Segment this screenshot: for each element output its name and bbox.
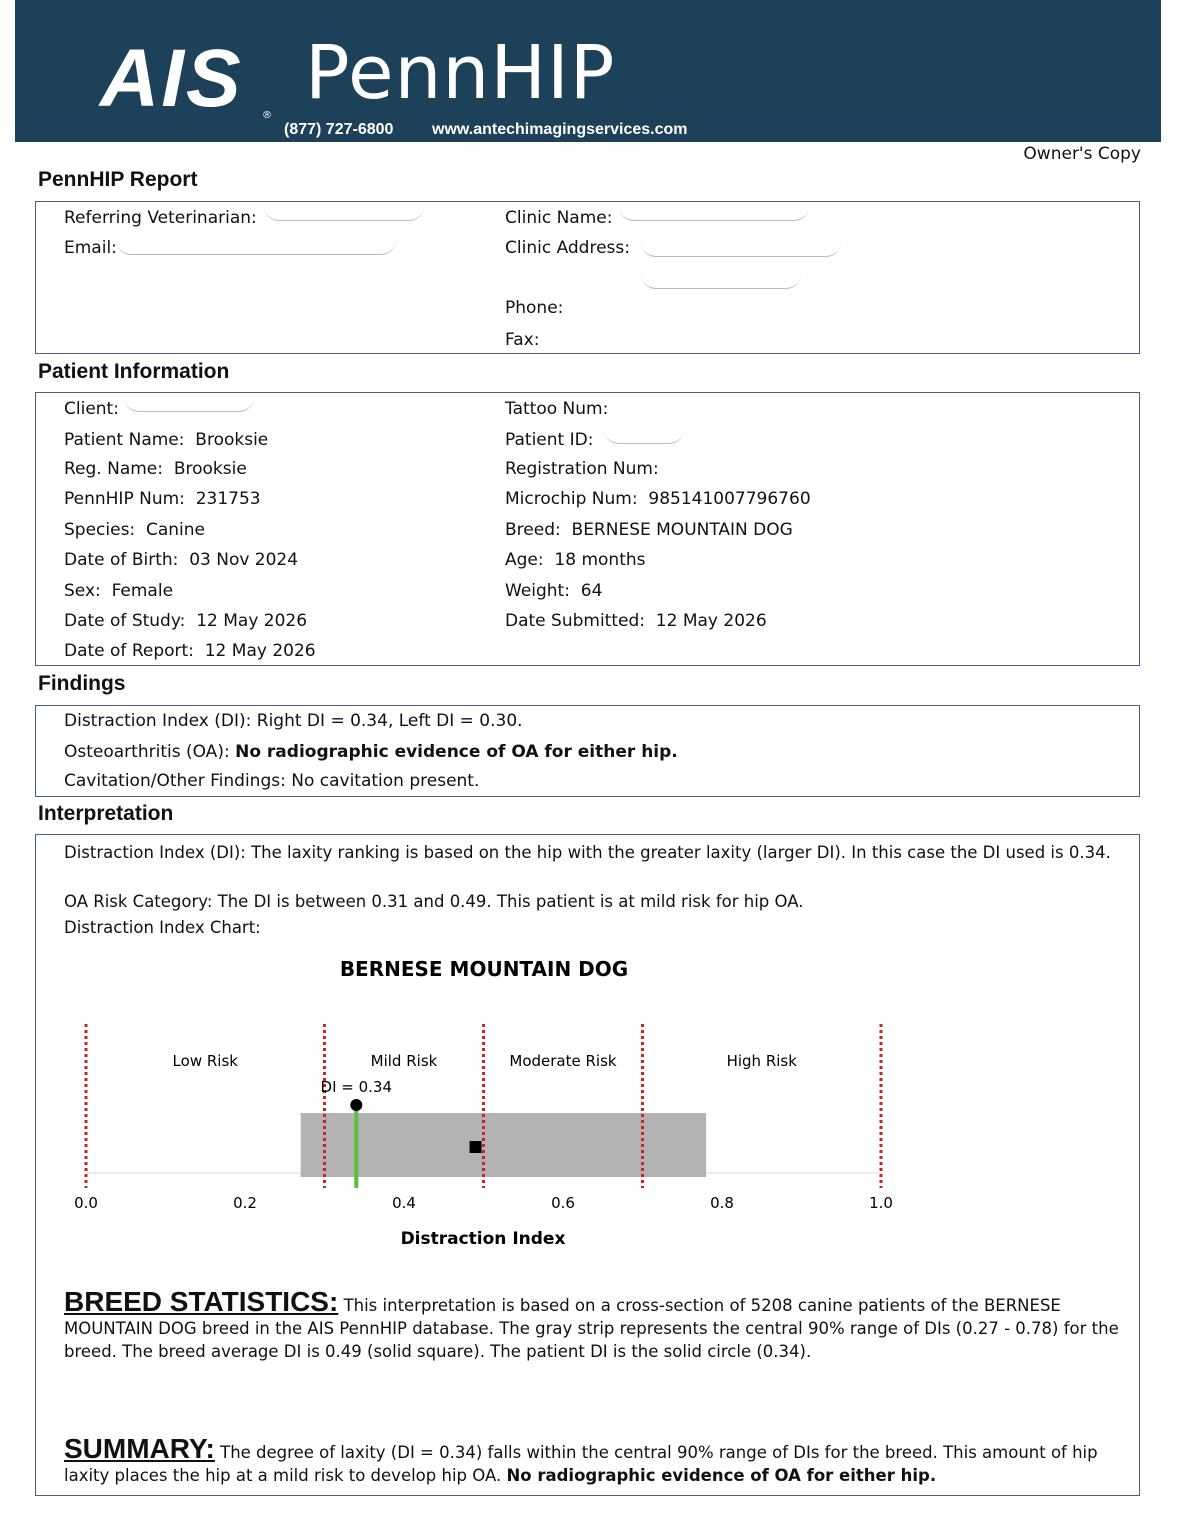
- findings-oa-value: No radiographic evidence of OA for either hip.: [235, 742, 678, 762]
- tattoo-label: Tattoo Num:: [505, 399, 609, 419]
- redaction-mark: [641, 274, 801, 289]
- x-tick-label: 0.8: [710, 1194, 734, 1212]
- risk-zone-label: Low Risk: [172, 1052, 238, 1070]
- redaction-mark: [619, 206, 809, 221]
- client-field: [64, 399, 119, 419]
- sex-label: Sex:: [64, 581, 101, 601]
- phone-label: Phone:: [505, 298, 564, 318]
- risk-zone-label: High Risk: [726, 1052, 797, 1070]
- x-tick-label: 0.2: [233, 1194, 257, 1212]
- breed-range-strip: [301, 1113, 706, 1177]
- tattoo-field: [505, 399, 608, 419]
- header-website: www.antechimagingservices.com: [432, 121, 688, 138]
- breed-field: [505, 520, 793, 540]
- study-date-field: [64, 611, 307, 631]
- findings-cavitation-line: Cavitation/Other Findings: No cavitation present.: [64, 771, 480, 791]
- pennhip-num-field: [64, 489, 261, 509]
- reg-name-value: Brooksie: [173, 459, 247, 479]
- species-label: Species:: [64, 520, 136, 540]
- interpretation-oa-risk: OA Risk Category: The DI is between 0.31 and 0.49. This patient is at mild risk for hip OA.: [64, 892, 804, 911]
- pennhip-num-label: PennHIP Num:: [64, 489, 185, 509]
- ais-logo: AIS: [100, 33, 243, 124]
- registration-field: [505, 459, 659, 479]
- findings-section-title: Findings: [38, 672, 126, 695]
- age-value: 18 months: [554, 550, 646, 570]
- microchip-field: [505, 489, 811, 509]
- weight-label: Weight:: [505, 581, 570, 601]
- species-field: [64, 520, 205, 540]
- findings-oa-line: [64, 742, 678, 762]
- redaction-mark: [124, 397, 254, 412]
- study-date-value: 12 May 2026: [196, 611, 308, 631]
- pennhip-num-value: 231753: [195, 489, 261, 509]
- patient-name-field: [64, 430, 268, 450]
- patient-id-label: Patient ID:: [505, 430, 594, 450]
- breed-label: Breed:: [505, 520, 561, 540]
- breed-statistics-heading: BREED STATISTICS:: [64, 1286, 339, 1317]
- report-date-value: 12 May 2026: [204, 641, 316, 661]
- interpretation-section-title: Interpretation: [38, 802, 174, 825]
- weight-value: 64: [580, 581, 603, 601]
- registered-mark: ®: [262, 110, 272, 121]
- client-label: Client:: [64, 399, 119, 419]
- clinic-address-label: Clinic Address:: [505, 238, 630, 258]
- breed-statistics-paragraph: [64, 1286, 1124, 1363]
- breed-statistics-block: [64, 1286, 1124, 1363]
- risk-zone-label: Mild Risk: [370, 1052, 438, 1070]
- x-axis-label: Distraction Index: [400, 1229, 566, 1249]
- referring-vet-label: Referring Veterinarian:: [64, 208, 257, 228]
- age-field: [505, 550, 646, 570]
- submitted-value: 12 May 2026: [655, 611, 767, 631]
- submitted-label: Date Submitted:: [505, 611, 645, 631]
- age-label: Age:: [505, 550, 544, 570]
- redaction-mark: [604, 429, 684, 444]
- risk-zone-label: Moderate Risk: [509, 1052, 617, 1070]
- owners-copy-label: Owner's Copy: [1023, 144, 1141, 164]
- distraction-index-chart: [0, 940, 1178, 1260]
- redaction-mark: [264, 206, 424, 221]
- report-section-title: PennHIP Report: [38, 168, 198, 191]
- findings-oa-label: Osteoarthritis (OA):: [64, 742, 230, 762]
- report-date-label: Date of Report:: [64, 641, 194, 661]
- microchip-label: Microchip Num:: [505, 489, 638, 509]
- patient-name-label: Patient Name:: [64, 430, 185, 450]
- report-info-box: [35, 201, 1140, 354]
- summary-paragraph: [64, 1433, 1124, 1487]
- breed-value: BERNESE MOUNTAIN DOG: [571, 520, 793, 540]
- breed-average-marker: [470, 1141, 482, 1153]
- redaction-mark: [116, 240, 396, 255]
- x-tick-label: 1.0: [869, 1194, 893, 1212]
- findings-box: [35, 705, 1140, 797]
- sex-value: Female: [111, 581, 174, 601]
- summary-heading: SUMMARY:: [64, 1433, 215, 1464]
- reg-name-label: Reg. Name:: [64, 459, 163, 479]
- patient-di-point: [350, 1099, 362, 1111]
- chart-title: BERNESE MOUNTAIN DOG: [339, 957, 629, 981]
- dob-field: [64, 550, 298, 570]
- submitted-field: [505, 611, 767, 631]
- interpretation-chart-label: Distraction Index Chart:: [64, 918, 261, 937]
- patient-section-title: Patient Information: [38, 360, 230, 383]
- header-phone: (877) 727-6800: [284, 121, 394, 138]
- patient-id-field: [505, 430, 593, 450]
- registration-label: Registration Num:: [505, 459, 659, 479]
- summary-bold-text: No radiographic evidence of OA for either hip.: [506, 1466, 937, 1485]
- weight-field: [505, 581, 602, 601]
- patient-info-box: [35, 392, 1140, 666]
- x-tick-label: 0.6: [551, 1194, 575, 1212]
- clinic-name-label: Clinic Name:: [505, 208, 613, 228]
- patient-name-value: Brooksie: [195, 430, 269, 450]
- summary-block: [64, 1433, 1124, 1487]
- dob-value: 03 Nov 2024: [189, 550, 299, 570]
- summary-text: The degree of laxity (DI = 0.34) falls within the central 90% range of DIs for the breed. This amount of hip laxity places the hip at a mild risk to develop hip OA.: [64, 1443, 1098, 1485]
- species-value: Canine: [145, 520, 205, 540]
- report-date-field: [64, 641, 316, 661]
- email-label: Email:: [64, 238, 117, 258]
- pennhip-logo: PennHIP: [305, 30, 616, 116]
- redaction-mark: [641, 242, 841, 257]
- breed-statistics-text: This interpretation is based on a cross-section of 5208 canine patients of the BERNESE MOUNTAIN DOG breed in the AIS PennHIP database. The gray strip represents the central 90% range of DIs (0.27 - 0.78) for the breed. The breed average DI is 0.49 (solid square). The patient DI is the solid circle (0.34).: [64, 1296, 1119, 1361]
- sex-field: [64, 581, 173, 601]
- study-date-label: Date of Study:: [64, 611, 186, 631]
- fax-label: Fax:: [505, 330, 540, 350]
- microchip-value: 985141007796760: [648, 489, 811, 509]
- dob-label: Date of Birth:: [64, 550, 179, 570]
- x-tick-label: 0.4: [392, 1194, 416, 1212]
- findings-di-line: Distraction Index (DI): Right DI = 0.34, Left DI = 0.30.: [64, 711, 523, 731]
- patient-di-label: DI = 0.34: [320, 1078, 393, 1096]
- reg-name-field: [64, 459, 247, 479]
- interpretation-di-paragraph: Distraction Index (DI): The laxity ranking is based on the hip with the greater laxity (larger DI). In this case the DI used is 0.34.: [64, 843, 1111, 862]
- x-tick-label: 0.0: [74, 1194, 98, 1212]
